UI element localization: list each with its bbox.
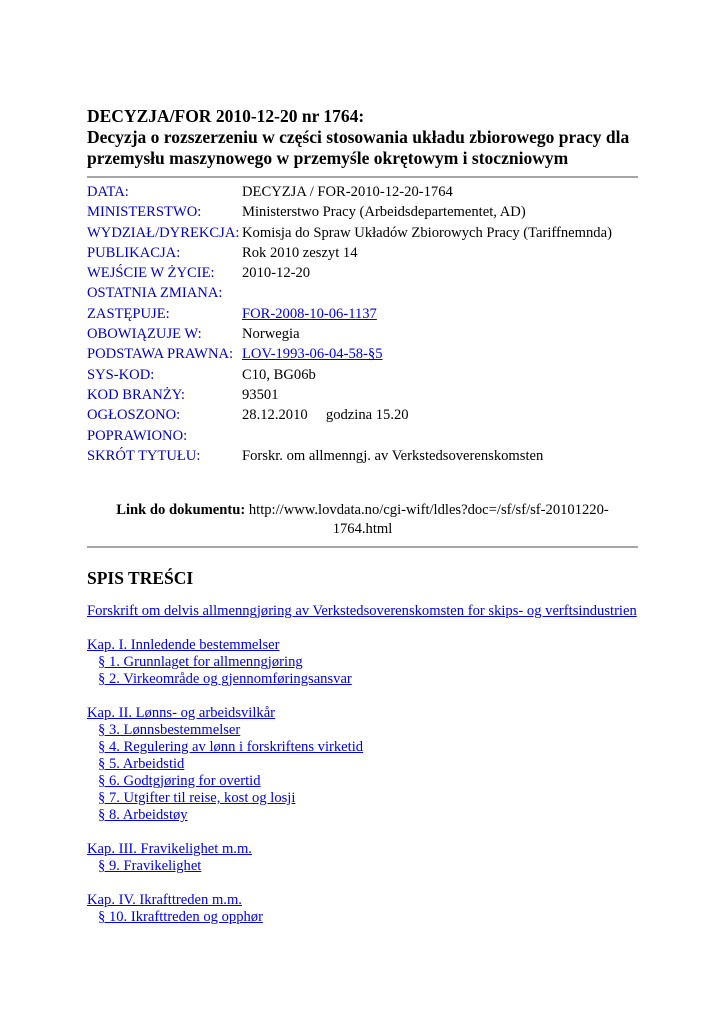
meta-row [87,344,647,364]
meta-label: PODSTAWA PRAWNA: [87,346,234,363]
meta-value-link[interactable]: FOR-2008-10-06-1137 [242,305,377,322]
meta-row [87,202,647,222]
bottom-divider [87,546,638,548]
document-link-url-2: 1764.html [332,521,393,537]
meta-label: OSTATNIA ZMIANA: [87,285,223,302]
meta-value: Komisja do Spraw Układów Zbiorowych Pracy (Tariffnemnda) [242,224,612,241]
toc-section-link[interactable]: § 1. Grunnlaget for allmenngjøring [98,654,303,670]
meta-row [87,182,647,202]
toc-spacer [87,688,647,705]
toc-section-link[interactable]: § 5. Arbeidstid [98,756,185,772]
meta-row [87,426,647,446]
toc-chapter-item [87,841,647,858]
meta-row [87,405,647,425]
toc-document-link[interactable]: Forskrift om delvis allmenngjøring av Verkstedsoverenskomsten for skips- og verftsindustrien [87,603,637,619]
meta-value: 2010-12-20 [242,265,311,282]
toc-spacer [87,824,647,841]
title-line-2: Decyzja o rozszerzeniu w części stosowania układu zbiorowego pracy dla [87,127,630,147]
toc-section-link[interactable]: § 4. Regulering av lønn i forskriftens virketid [98,739,364,755]
toc-spacer [87,620,647,637]
document-link-block [87,501,638,539]
meta-label: OBOWIĄZUJE W: [87,326,202,343]
toc-chapter-link[interactable]: Kap. IV. Ikrafttreden m.m. [87,892,242,908]
meta-row [87,324,647,344]
toc-section-item [87,671,647,688]
meta-label: DATA: [87,184,129,200]
toc-section-link[interactable]: § 7. Utgifter til reise, kost og losji [98,790,296,806]
meta-value-link[interactable]: LOV-1993-06-04-58-§5 [242,346,383,363]
document-link-url-1: http://www.lovdata.no/cgi-wift/ldles?doc=/sf/sf/sf-20101220- [248,502,609,518]
toc-section-link[interactable]: § 6. Godtgjøring for overtid [98,773,261,789]
toc-section-item [87,756,647,773]
meta-value: C10, BG06b [242,366,316,383]
toc-section-link[interactable]: § 3. Lønnsbestemmelser [98,722,241,738]
document-link-label: Link do dokumentu: [116,502,246,518]
toc-section-item [87,654,647,671]
meta-row [87,283,647,303]
top-divider [87,176,638,178]
toc-chapter-link[interactable]: Kap. II. Lønns- og arbeidsvilkår [87,705,276,721]
toc-section-item [87,858,647,875]
document-title [87,106,647,169]
toc-section-link[interactable]: § 10. Ikrafttreden og opphør [98,909,263,925]
toc-chapter-item [87,603,647,620]
toc-spacer [87,875,647,892]
meta-value: 28.12.2010 godzina 15.20 [242,407,409,424]
toc-chapter-link[interactable]: Kap. III. Fravikelighet m.m. [87,841,252,857]
title-line-3: przemysłu maszynowego w przemyśle okrętowym i stoczniowym [87,148,569,168]
toc-section-item [87,739,647,756]
meta-value: Rok 2010 zeszyt 14 [242,244,358,261]
meta-row [87,263,647,283]
toc-section-link[interactable]: § 8. Arbeidstøy [98,807,188,823]
meta-value [242,344,383,364]
toc-section-item [87,722,647,739]
meta-label: POPRAWIONO: [87,427,188,444]
meta-label: SYS-KOD: [87,366,155,383]
toc-heading: SPIS TREŚCI [87,568,194,588]
meta-value [242,304,377,324]
meta-label: OGŁOSZONO: [87,407,181,424]
meta-row [87,243,647,263]
meta-row [87,446,647,466]
toc-section-link[interactable]: § 9. Fravikelighet [98,858,202,874]
toc-chapter-item [87,705,647,722]
toc-chapter-item [87,637,647,654]
meta-label: MINISTERSTWO: [87,204,202,221]
meta-label: ZASTĘPUJE: [87,305,170,322]
meta-row [87,365,647,385]
meta-row [87,223,647,243]
table-of-contents [87,603,647,926]
toc-chapter-item [87,892,647,909]
meta-value: DECYZJA / FOR-2010-12-20-1764 [242,184,453,200]
meta-value: 93501 [242,386,279,403]
toc-chapter-link[interactable]: Kap. I. Innledende bestemmelser [87,637,280,653]
toc-section-link[interactable]: § 2. Virkeområde og gjennomføringsansvar [98,671,352,687]
toc-section-item [87,807,647,824]
meta-row [87,304,647,324]
title-line-1: DECYZJA/FOR 2010-12-20 nr 1764: [87,106,365,126]
meta-label: SKRÓT TYTUŁU: [87,447,201,464]
meta-row [87,385,647,405]
toc-section-item [87,773,647,790]
toc-section-item [87,909,647,926]
meta-label: WEJŚCIE W ŻYCIE: [87,265,215,282]
meta-value: Forskr. om allmenngj. av Verkstedsoverenskomsten [242,447,544,464]
meta-label: WYDZIAŁ/DYREKCJA: [87,224,240,241]
toc-section-item [87,790,647,807]
meta-value: Norwegia [242,326,300,343]
metadata-table [87,182,647,466]
meta-label: KOD BRANŻY: [87,386,185,403]
meta-label: PUBLIKACJA: [87,244,181,261]
meta-value: Ministerstwo Pracy (Arbeidsdepartementet, AD) [242,204,526,221]
